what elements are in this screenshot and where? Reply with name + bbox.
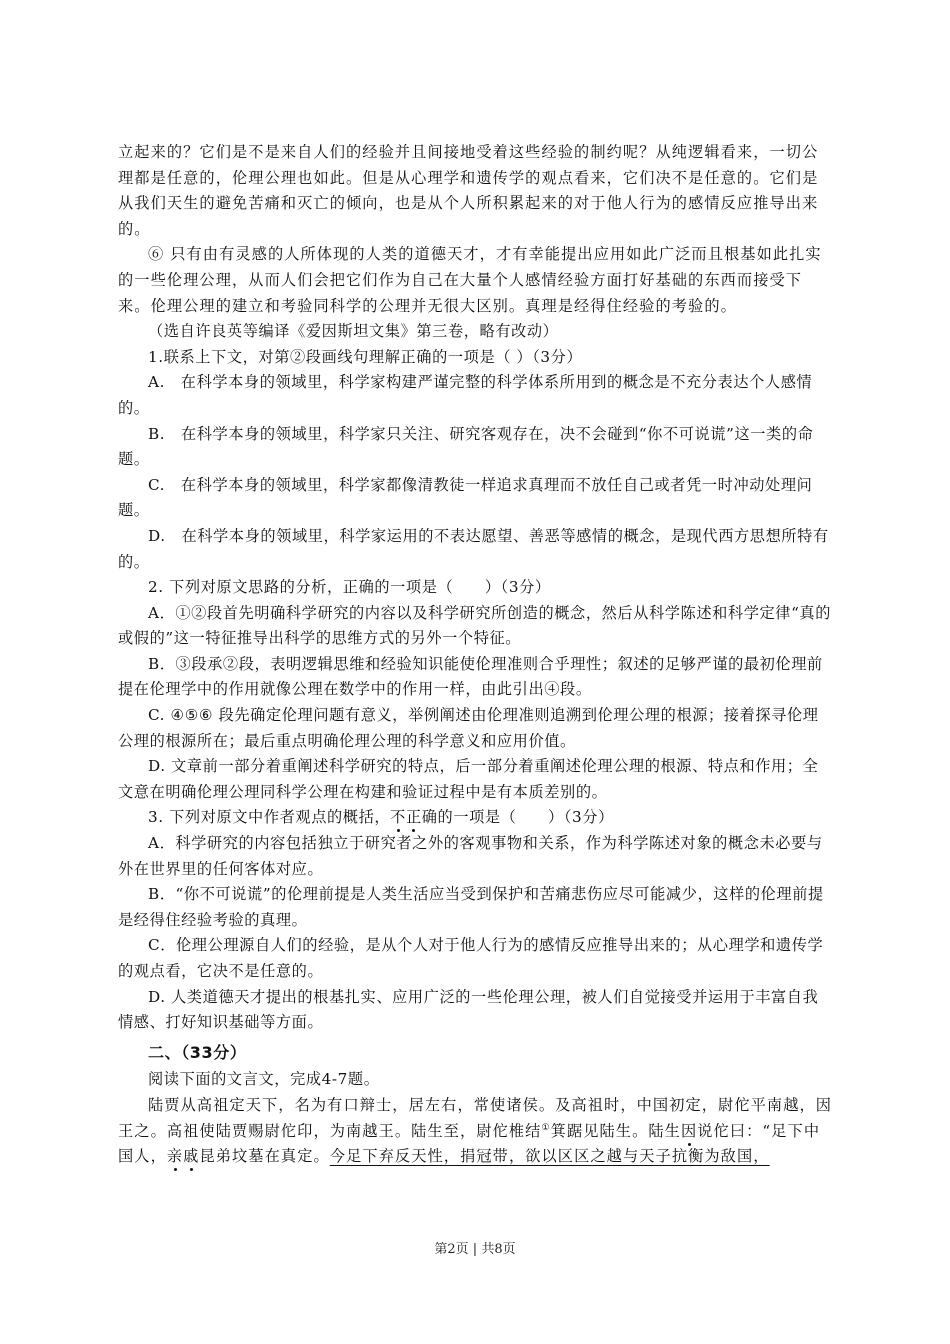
- question-2-stem: 2. 下列对原文思路的分析，正确的一项是（ ）（3分）: [148, 578, 551, 597]
- section-2-heading: 二、（33分）: [148, 1042, 247, 1062]
- document-page: [118, 140, 834, 1170]
- question-1-option-b: B. 在科学本身的领域里，科学家只关注、研究客观存在，决不会碰到“你不可说谎”这一类的命题。: [118, 424, 814, 469]
- question-2-option-d: D. 文章前一部分着重阐述科学研究的特点，后一部分着重阐述伦理公理的根源、特点和作用；全文意在明确伦理公理同科学公理在构建和验证过程中是有本质差别的。: [118, 757, 819, 801]
- passage-paragraph-6: ⑥ 只有由有灵感的人所体现的人类的道德天才，才有幸能提出应用如此广泛而且根基如此扎实的一些伦理公理，从而人们会把它们作为自己在大量个人感情经验方面打好基础的东西而接受下来。伦理公理的建立和考验同科学的公理并无很大区别。真理是经得住经验的考验的。: [118, 245, 822, 315]
- question-3-stem: 3. 下列对原文中作者观点的概括，不正确的一项是（ ）（3分）: [148, 808, 614, 827]
- section-2-instruction: 阅读下面的文言文，完成4-7题。: [148, 1070, 380, 1089]
- emphasis-dot-char: 亲: [166, 1147, 184, 1166]
- passage-paragraph-5-tail: 立起来的？它们是不是来自人们的经验并且间接地受着这些经验的制约呢？从纯逻辑看来，一切公理都是任意的，伦理公理也如此。但是从心理学和遗传学的观点看来，它们决不是任意的。它们是从我们天生的避免苦痛和灭亡的倾向，也是从个人所积累起来的对于他人行为的感情反应推导出来的。: [118, 143, 819, 238]
- question-3-option-a: A．科学研究的内容包括独立于研究者之外的客观事物和关系，作为科学陈述对象的概念未必要与外在世界里的任何客体对应。: [118, 834, 823, 878]
- question-2-option-c: C. ④⑤⑥ 段先确定伦理问题有意义，举例阐述由伦理准则追溯到伦理公理的根源；接着探寻伦理公理的根源所在；最后重点明确伦理公理的科学意义和应用价值。: [118, 706, 819, 750]
- page-footer: 第2页 | 共8页: [434, 1242, 516, 1257]
- question-3-option-b: B．“你不可说谎”的伦理前提是人类生活应当受到保护和苦痛悲伤应尽可能减少，这样的伦理前提是经得住经验考验的真理。: [118, 885, 824, 929]
- question-1-stem: 1.联系上下文，对第②段画线句理解正确的一项是（ ）（3分）: [148, 347, 583, 366]
- question-3-option-d: D. 人类道德天才提出的根基扎实、应用广泛的一些伦理公理，被人们自觉接受并运用于丰富自我情感、打好知识基础等方面。: [118, 987, 819, 1032]
- footnote-marker: ①: [541, 1122, 551, 1133]
- classical-text-paragraph: 陆贾从高祖定天下，名为有口辩士，居左右，常使诸侯。及高祖时，中国初定，尉佗平南越，因王之。高祖使陆贾赐尉佗印，为南越王。陆生至，尉佗椎结①箕踞见陆生。陆生因说佗曰：“足下中国人，亲戚昆弟坟墓在真定。今足下弃反天性，捐冠带，欲以区区之越与天子抗衡为敌国，: [118, 1095, 833, 1166]
- emphasis-dot-char: 因: [680, 1121, 698, 1140]
- question-1-option-d: D. 在科学本身的领域里，科学家运用的不表达愿望、善恶等感情的概念，是现代西方思想所特有的。: [118, 526, 829, 571]
- question-2-option-b: B．③段承②段，表明逻辑思维和经验知识能使伦理准则合乎理性；叙述的足够严谨的最初伦理前提在伦理学中的作用就像公理在数学中的作用一样，由此引出④段。: [118, 654, 823, 699]
- emphasis-dot-char: 戚: [183, 1147, 200, 1166]
- question-1-option-c: C. 在科学本身的领域里，科学家都像清教徒一样追求真理而不放任自己或者凭一时冲动处理问题。: [118, 475, 813, 520]
- question-3-option-c: C．伦理公理源自人们的经验，是从个人对于他人行为的感情反应推导出来的；从心理学和遗传学的观点看，它决不是任意的。: [118, 936, 824, 980]
- question-2-option-a: A．①②段首先明确科学研究的内容以及科学研究所创造的概念，然后从科学陈述和科学定律“真的或假的”这一特征推导出科学的思维方式的另外一个特征。: [118, 603, 832, 648]
- emphasis-dot-char: 不: [390, 808, 406, 827]
- question-1-option-a: A. 在科学本身的领域里，科学家构建严谨完整的科学体系所用到的概念是不充分表达个人感情的。: [118, 373, 813, 417]
- emphasis-dot-char: 正: [405, 808, 422, 827]
- underlined-sentence: 今足下弃反天性，捐冠带，欲以区区之越与天子抗衡为敌国，: [329, 1147, 770, 1166]
- passage-source: （选自许良英等编译《爱因斯坦文集》第三卷，略有改动）: [148, 322, 559, 341]
